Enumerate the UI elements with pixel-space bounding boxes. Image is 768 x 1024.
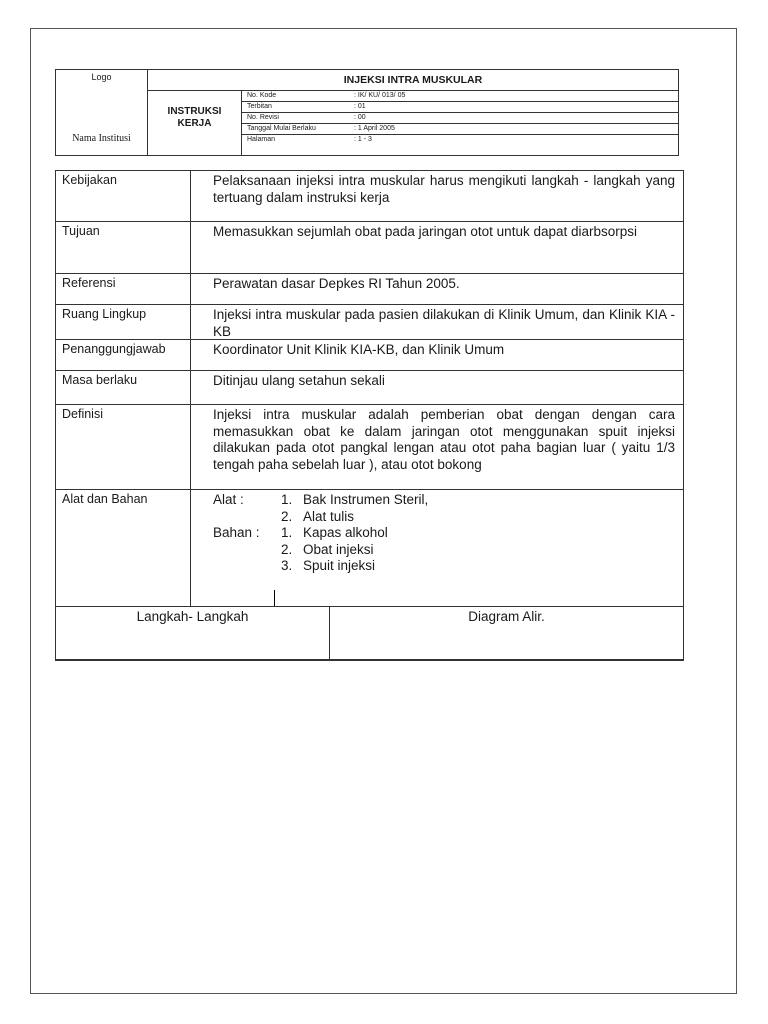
steps-header: Langkah- Langkah bbox=[56, 607, 330, 659]
row-referensi bbox=[56, 274, 683, 305]
row-label: Ruang Lingkup bbox=[56, 305, 191, 339]
alat-label: Alat : bbox=[213, 492, 244, 507]
row-label: Kebijakan bbox=[56, 171, 191, 221]
meta-value: : 00 bbox=[354, 114, 366, 121]
logo-placeholder: Logo bbox=[91, 72, 112, 82]
bahan-group bbox=[213, 525, 428, 575]
list-item: 1. Kapas alkohol bbox=[281, 525, 388, 540]
meta-row-terbitan bbox=[242, 102, 678, 113]
bahan-label: Bahan : bbox=[213, 525, 260, 540]
row-value: Memasukkan sejumlah obat pada jaringan otot untuk dapat diarbsorpsi bbox=[213, 224, 638, 239]
row-value: Ditinjau ulang setahun sekali bbox=[213, 373, 385, 388]
document-meta bbox=[242, 91, 678, 146]
row-definisi bbox=[56, 405, 683, 490]
row-label: Tujuan bbox=[56, 222, 191, 273]
row-kebijakan bbox=[56, 171, 683, 222]
meta-row-kode bbox=[242, 91, 678, 102]
row-tujuan bbox=[56, 222, 683, 274]
row-steps-diagram bbox=[56, 607, 683, 659]
document-type-line2: KERJA bbox=[177, 118, 212, 129]
tools-list bbox=[213, 492, 428, 575]
list-item: 2. Alat tulis bbox=[281, 508, 355, 524]
row-penanggungjawab bbox=[56, 340, 683, 371]
row-value: Pelaksanaan injeksi intra muskular harus mengikuti langkah - langkah yang tertuang dalam instruksi kerja bbox=[213, 173, 675, 205]
alat-group bbox=[213, 492, 428, 525]
row-label: Penanggungjawab bbox=[56, 340, 191, 370]
meta-row-revisi bbox=[242, 113, 678, 124]
row-label: Masa berlaku bbox=[56, 371, 191, 404]
meta-key: Tanggal Mulai Berlaku bbox=[247, 125, 316, 132]
list-item: 3. Spuit injeksi bbox=[281, 558, 376, 573]
meta-value: : 01 bbox=[354, 103, 366, 110]
meta-row-halaman bbox=[242, 135, 678, 146]
logo-cell bbox=[56, 70, 148, 155]
meta-value: : 1 April 2005 bbox=[354, 125, 395, 132]
document-type bbox=[148, 91, 242, 155]
diagram-header: Diagram Alir. bbox=[468, 609, 545, 624]
meta-value: : 1 - 3 bbox=[354, 136, 372, 143]
document-type-line1: INSTRUKSI bbox=[167, 106, 222, 117]
row-label: Alat dan Bahan bbox=[56, 490, 191, 606]
row-value: Injeksi intra muskular pada pasien dilakukan di Klinik Umum, dan Klinik KIA - KB bbox=[213, 307, 675, 339]
meta-key: Halaman bbox=[247, 136, 276, 143]
row-label: Definisi bbox=[56, 405, 191, 489]
text-cursor bbox=[274, 590, 275, 606]
row-alat-bahan bbox=[56, 490, 683, 607]
row-ruang-lingkup bbox=[56, 305, 683, 340]
row-label: Referensi bbox=[56, 274, 191, 304]
row-value: Koordinator Unit Klinik KIA-KB, dan Klinik Umum bbox=[213, 342, 505, 357]
document-header bbox=[55, 69, 679, 156]
instruction-table bbox=[55, 170, 684, 661]
meta-row-tanggal bbox=[242, 124, 678, 135]
institution-name: Nama Institusi bbox=[72, 133, 131, 144]
row-masa-berlaku bbox=[56, 371, 683, 405]
list-item: 2. Obat injeksi bbox=[281, 541, 374, 557]
meta-key: No. Kode bbox=[247, 92, 277, 99]
document-title: INJEKSI INTRA MUSKULAR bbox=[148, 70, 678, 91]
meta-value: : IK/ KU/ 013/ 05 bbox=[354, 92, 406, 99]
row-value: Perawatan dasar Depkes RI Tahun 2005. bbox=[213, 276, 460, 291]
meta-key: No. Revisi bbox=[247, 114, 279, 121]
meta-key: Terbitan bbox=[247, 103, 272, 110]
list-item: 1. Bak Instrumen Steril, bbox=[281, 492, 429, 507]
row-value: Injeksi intra muskular adalah pemberian obat dengan dengan cara memasukkan obat ke dalam jaringan otot menggunakan spuit injeksi dilakukan pada otot pangkal lengan atau otot paha bagian luar ( yaitu 1/3 tengah paha sebelah luar ), atau otot bokong bbox=[213, 407, 675, 472]
